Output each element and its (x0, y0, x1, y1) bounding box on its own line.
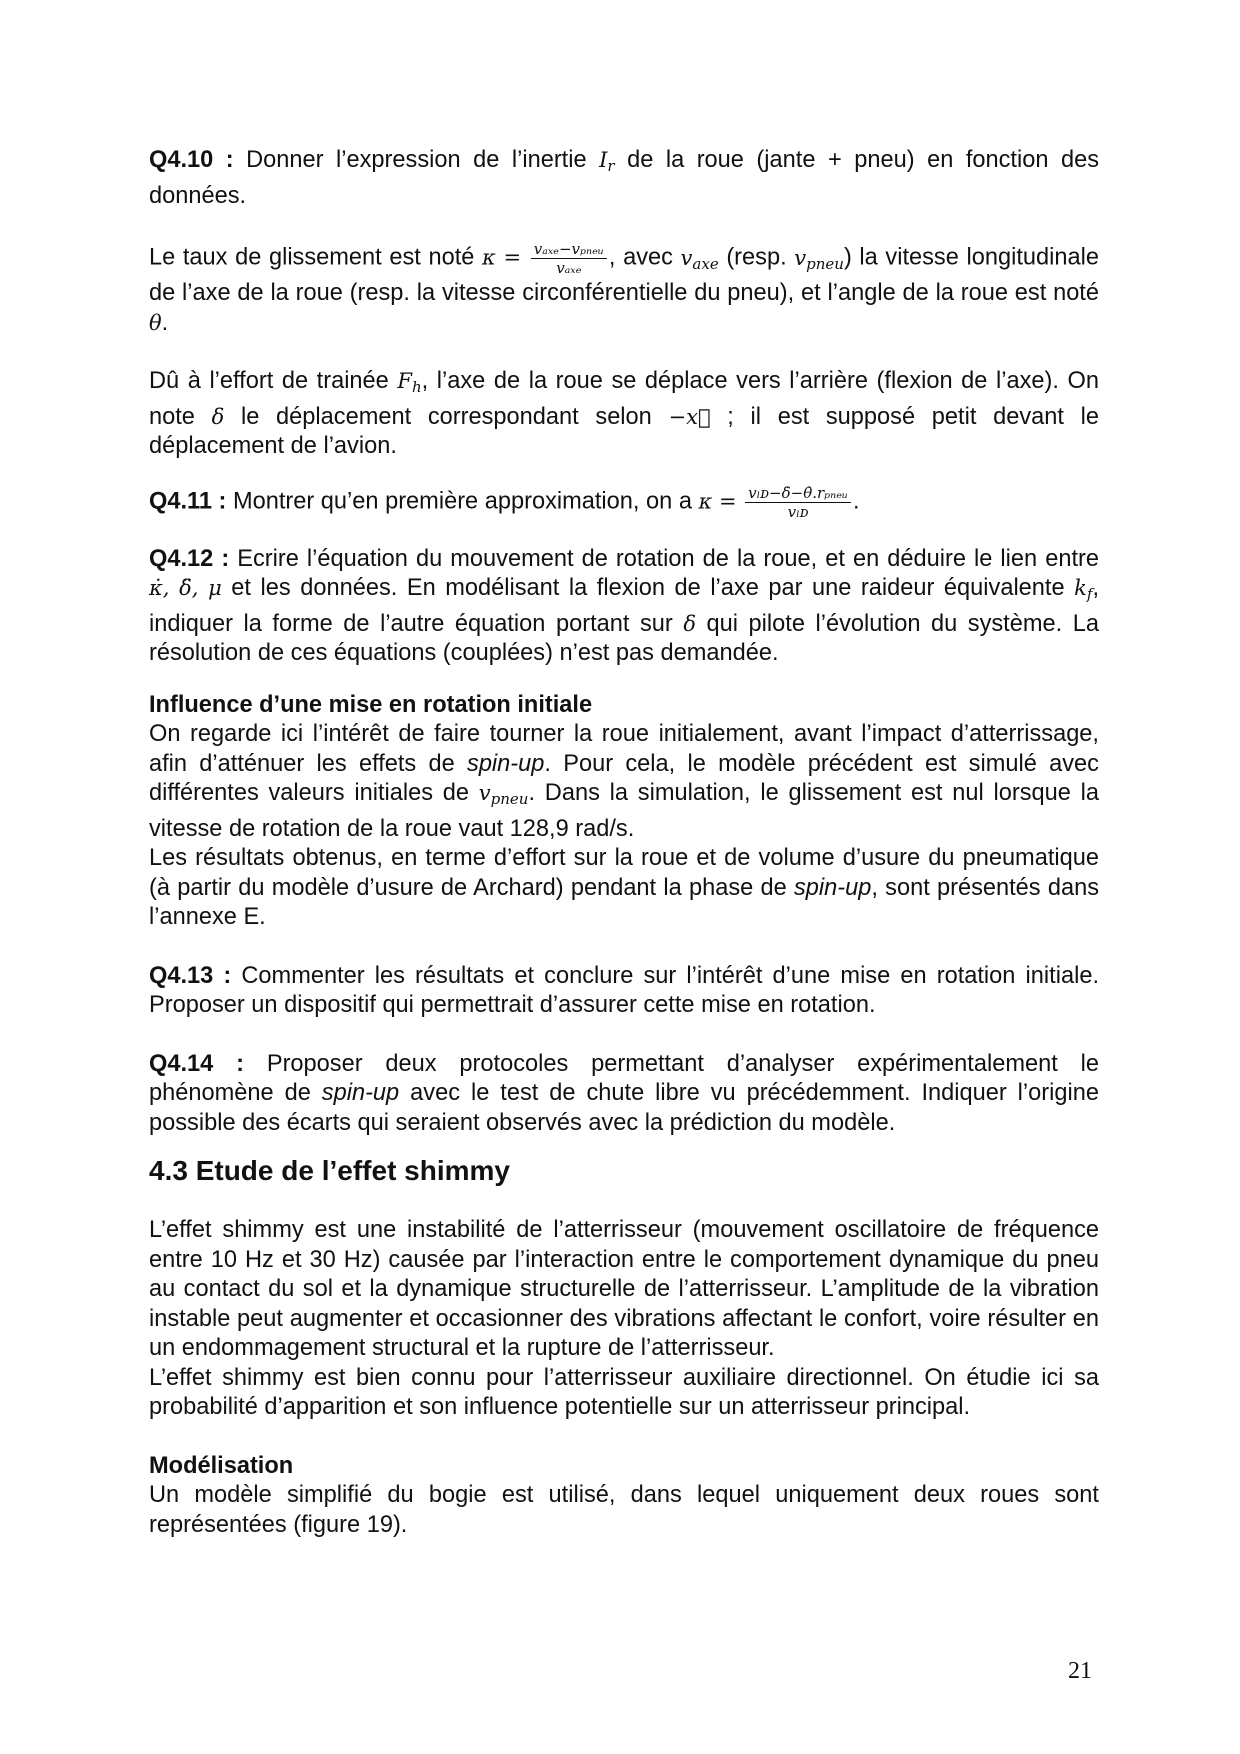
question-label: Q4.11 : (149, 488, 227, 515)
question-q4-14: Q4.14 : Proposer deux protocoles permettant d’analyser expérimentalement le phénomène de spin-up avec le test de chute libre vu précédemment. Indiquer l’origine possible des écarts qui seraient observés avec la prédiction du modèle. (149, 1050, 1100, 1136)
question-q4-10: Q4.10 : Donner l’expression de l’inertie $I_r$ de la roue (jante + pneu) en fonction des données. (149, 147, 1099, 209)
paragraph-modelisation: Un modèle simplifié du bogie est utilisé, dans lequel uniquement deux roues sont représentées (figure 19). (149, 1482, 1099, 1538)
heading-influence: Influence d’une mise en rotation initiale (149, 691, 593, 718)
question-label: Q4.10 : (149, 147, 234, 173)
paragraph-shimmy-1: L’effet shimmy est une instabilité de l’atterrisseur (mouvement oscillatoire de fréquence entre 10 Hz et 30 Hz) causée par l’interaction entre le comportement dynamique du pneu au contact du sol et la dynamique structurelle de l’atterrisseur. L’amplitude de la vibration instable peut augmenter et occasionner des vibrations affectant le confort, voire résulter en un endommagement structural et la rupture de l’atterrisseur. (149, 1217, 1099, 1362)
section-title: 4.3 Etude de l’effet shimmy (149, 1155, 510, 1187)
question-label: Q4.12 : (149, 545, 230, 572)
paragraph-influence-2: Les résultats obtenus, en terme d’effort sur la roue et de volume d’usure du pneumatique (à partir du modèle d’usure de Archard) pendant la phase de spin-up, sont présentés dans l’annexe E. (149, 845, 1100, 931)
question-label: Q4.13 : (149, 962, 232, 989)
document-page (149, 146, 1099, 1540)
page-number: 21 (1068, 1658, 1092, 1684)
approx-kappa-fraction: $\frac{\text{vₗᴅ−δ̇−θ̇.rₚₙₑᵤ}}{\text{vₗᴅ}}$ (745, 484, 851, 521)
kappa-equation: κ = (482, 245, 522, 270)
heading-modelisation: Modélisation (149, 1452, 294, 1479)
paragraph-influence-1: On regarde ici l’intérêt de faire tourner la roue initialement, avant l’impact d’atterrissage, afin d’atténuer les effets de spin-up. Pour cela, le modèle précédent est simulé avec différentes valeurs initiales de $v_{pneu}$. Dans la simulation, le glissement est nul lorsque la vitesse de rotation de la roue vaut 128,9 rad/s. (149, 721, 1099, 842)
paragraph-glissement: Le taux de glissement est noté κ = $\frac{\text{vₐₓₑ−vₚₙₑᵤ}}{\text{vₐₓₑ}}$ , avec $v_{axe}$ (resp. $v_{pneu}$) la vitesse longitudinale de l’axe de la roue (resp. la vitesse circonférentielle du pneu), et l’angle de la roue est noté θ. (149, 240, 1099, 336)
slip-ratio-fraction: $\frac{\text{vₐₓₑ−vₚₙₑᵤ}}{\text{vₐₓₑ}}$ (531, 240, 607, 277)
paragraph-trainee: Dû à l’effort de trainée $F_h$, l’axe de la roue se déplace vers l’arrière (flexion de l’axe). On note δ le déplacement correspondant selon −x⃗ ; il est supposé petit devant le déplacement de l’avion. (149, 368, 1099, 460)
question-q4-11: Q4.11 : Montrer qu’en première approximation, on a κ = $\frac{\text{vₗᴅ−δ̇−θ̇.rₚₙₑᵤ}}{\text{vₗᴅ}}$ . (149, 483, 860, 521)
question-label: Q4.14 : (149, 1050, 244, 1077)
inertia-symbol: $I_r$ (599, 148, 615, 175)
paragraph-shimmy-2: L’effet shimmy est bien connu pour l’atterrisseur auxiliaire directionnel. On étudie ici sa probabilité d’apparition et son influence potentielle sur un atterrisseur principal. (149, 1364, 1099, 1421)
question-q4-12: Q4.12 : Ecrire l’équation du mouvement de rotation de la roue, et en déduire le lien entre κ̇, δ̈, μ et les données. En modélisant la flexion de l’axe par une raideur équivalente $k_f$, indiquer la forme de l’autre équation portant sur δ qui pilote l’évolution du système. La résolution de ces équations (couplées) n’est pas demandée. (149, 545, 1100, 667)
question-q4-13: Q4.13 : Commenter les résultats et conclure sur l’intérêt d’une mise en rotation initiale. Proposer un dispositif qui permettrait d’assurer cette mise en rotation. (149, 962, 1099, 1019)
